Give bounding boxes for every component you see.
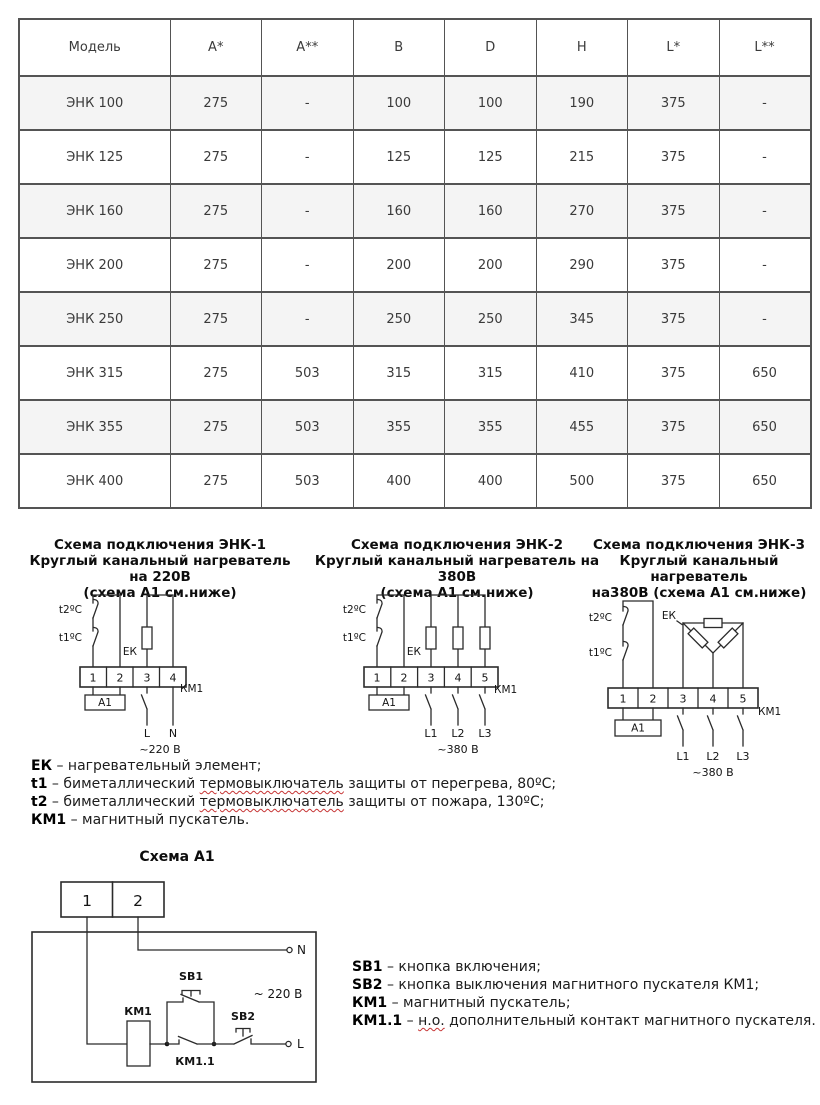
legend-key: ЕК — [31, 758, 53, 774]
phase-l1-label: L1 — [424, 727, 438, 740]
table-row — [19, 346, 811, 400]
value-cell: 160 — [445, 184, 537, 238]
heater-element — [142, 627, 152, 649]
title-line: (схема А1 см.ниже) — [83, 585, 237, 601]
phase-l2-label: L2 — [451, 727, 465, 740]
value-cell: 125 — [353, 130, 445, 184]
table-header-cell: D — [445, 19, 537, 76]
legend-line — [352, 994, 816, 1012]
value-cell: 400 — [445, 454, 537, 508]
thermal-switch-branch — [377, 595, 404, 667]
value-cell: 315 — [353, 346, 445, 400]
value-cell: - — [262, 292, 354, 346]
title-line: на380В (схема А1 см.ниже) — [591, 585, 807, 601]
schema-a1-circuit — [25, 868, 335, 1096]
ek-label: ЕК — [406, 646, 421, 658]
terminal-number: 4 — [709, 692, 717, 706]
n-label: N — [297, 943, 306, 957]
model-cell: ЭНК 100 — [19, 76, 170, 130]
table-header-row — [19, 19, 811, 76]
value-cell: 275 — [170, 454, 262, 508]
value-cell: 190 — [536, 76, 628, 130]
heater-element — [718, 628, 738, 648]
voltage-label: ~380 В — [437, 743, 479, 756]
value-cell: - — [262, 184, 354, 238]
km1-1-label: КМ1.1 — [175, 1055, 215, 1068]
km1-contacts — [426, 687, 486, 725]
terminal-number: 1 — [82, 892, 92, 910]
value-cell: - — [262, 130, 354, 184]
terminal-number: 1 — [373, 671, 381, 685]
n-terminal — [287, 947, 292, 952]
value-cell: 355 — [353, 400, 445, 454]
terminal-number: 1 — [89, 671, 97, 685]
value-cell: 275 — [170, 400, 262, 454]
value-cell: 375 — [628, 76, 720, 130]
value-cell: 375 — [628, 184, 720, 238]
t1-label: t1ºC — [58, 632, 82, 644]
km1-coil — [87, 917, 167, 1066]
legend-key: SB2 — [352, 977, 383, 993]
phase-l3-label: L3 — [736, 750, 750, 763]
model-cell: ЭНК 125 — [19, 130, 170, 184]
model-cell: ЭНК 250 — [19, 292, 170, 346]
t1-label: t1ºC — [588, 647, 612, 659]
heater-branch — [426, 595, 490, 667]
phase-l2-label: L2 — [706, 750, 720, 763]
value-cell: - — [719, 76, 811, 130]
diagram-enk3-circuit — [578, 583, 803, 783]
terminal-number: 2 — [649, 692, 657, 706]
value-cell: 375 — [628, 238, 720, 292]
value-cell: 290 — [536, 238, 628, 292]
heater-element — [688, 628, 708, 648]
heater-element — [453, 627, 463, 649]
legend-line — [352, 958, 816, 976]
sb1-label: SB1 — [179, 970, 203, 983]
value-cell: 275 — [170, 346, 262, 400]
km1-label: КМ1 — [124, 1005, 152, 1018]
legend-text: защиты от перегрева, 80ºС; — [343, 776, 557, 792]
table-header-cell: A** — [262, 19, 354, 76]
table-row — [19, 400, 811, 454]
terminal-block — [61, 882, 164, 917]
value-cell: 125 — [445, 130, 537, 184]
value-cell: 270 — [536, 184, 628, 238]
value-cell: 503 — [262, 454, 354, 508]
heater-element — [426, 627, 436, 649]
value-cell: 455 — [536, 400, 628, 454]
value-cell: 375 — [628, 400, 720, 454]
table-row — [19, 238, 811, 292]
model-cell: ЭНК 400 — [19, 454, 170, 508]
value-cell: 650 — [719, 454, 811, 508]
legend-text: – нагревательный элемент; — [52, 758, 262, 774]
thermal-switch-branch — [623, 601, 653, 688]
value-cell: 100 — [445, 76, 537, 130]
value-cell: 375 — [628, 292, 720, 346]
value-cell: 315 — [445, 346, 537, 400]
title-line: (схема А1 см.ниже) — [380, 585, 534, 601]
legend-line — [31, 757, 556, 775]
thermal-switch-branch — [93, 595, 120, 667]
terminal-number: 5 — [739, 692, 747, 706]
terminal-number: 3 — [427, 671, 435, 685]
terminal-number: 2 — [133, 892, 143, 910]
title-line: Круглый канальный нагреватель — [619, 553, 779, 585]
value-cell: 345 — [536, 292, 628, 346]
sb2-button — [214, 1029, 286, 1045]
legend-key: t2 — [31, 794, 48, 810]
value-cell: - — [719, 238, 811, 292]
value-cell: 650 — [719, 346, 811, 400]
table-header-cell: L* — [628, 19, 720, 76]
legend-line — [31, 793, 556, 811]
title-line: Схема подключения ЭНК-1 — [53, 537, 267, 553]
value-cell: - — [719, 130, 811, 184]
t2-label: t2ºC — [58, 604, 82, 616]
model-cell: ЭНК 200 — [19, 238, 170, 292]
ek-label: ЕК — [661, 610, 676, 622]
model-cell: ЭНК 315 — [19, 346, 170, 400]
km1-label: КМ1 — [494, 684, 518, 696]
heater-element — [480, 627, 490, 649]
model-cell: ЭНК 160 — [19, 184, 170, 238]
a1-label: А1 — [382, 697, 396, 709]
title-line: Круглый канальный нагреватель на 220В — [29, 553, 291, 585]
t2-label: t2ºC — [342, 604, 366, 616]
voltage-label: ~220 В — [139, 743, 181, 756]
value-cell: 160 — [353, 184, 445, 238]
value-cell: 375 — [628, 346, 720, 400]
table-row — [19, 454, 811, 508]
terminal-number: 3 — [143, 671, 151, 685]
title-line: Схема подключения ЭНК-2 — [350, 537, 564, 553]
phase-l1-label: L1 — [676, 750, 690, 763]
legend-text: – кнопка включения; — [382, 959, 541, 975]
value-cell: - — [262, 238, 354, 292]
heater-branch — [142, 595, 173, 667]
value-cell: 100 — [353, 76, 445, 130]
terminal-number: 5 — [481, 671, 489, 685]
value-cell: - — [719, 184, 811, 238]
dimensions-table — [18, 18, 812, 509]
t2-label: t2ºC — [588, 612, 612, 624]
legend-text: – кнопка выключения магнитного пускателя КМ1; — [382, 977, 760, 993]
table-row — [19, 292, 811, 346]
km1-contact — [142, 687, 174, 725]
legend-text: защиты от пожара, 130ºС; — [343, 794, 545, 810]
legend-key: SB1 — [352, 959, 383, 975]
table-row — [19, 184, 811, 238]
components-legend — [31, 757, 556, 829]
legend-text-underlined: н.о. — [418, 1013, 445, 1029]
a1-label: А1 — [98, 697, 112, 709]
heater-delta-branch — [677, 619, 743, 689]
km1-label: КМ1 — [180, 683, 204, 695]
value-cell: 650 — [719, 400, 811, 454]
table-header-cell: L** — [719, 19, 811, 76]
sb1-button — [167, 991, 214, 1045]
value-cell: 275 — [170, 130, 262, 184]
value-cell: 200 — [353, 238, 445, 292]
value-cell: 355 — [445, 400, 537, 454]
table-row — [19, 130, 811, 184]
legend-key: t1 — [31, 776, 48, 792]
schema-a1-title: Схема А1 — [139, 849, 215, 865]
value-cell: 250 — [445, 292, 537, 346]
phase-n-label: N — [168, 727, 178, 740]
table-header-cell: B — [353, 19, 445, 76]
value-cell: 215 — [536, 130, 628, 184]
a1-label: А1 — [631, 722, 645, 735]
value-cell: 275 — [170, 76, 262, 130]
voltage-label: ~ 220 В — [253, 987, 303, 1001]
terminal-block — [80, 667, 186, 687]
table-header-cell: Модель — [19, 19, 170, 76]
l-terminal — [286, 1041, 291, 1046]
phase-l-label: L — [143, 727, 151, 740]
value-cell: - — [262, 76, 354, 130]
terminal-number: 4 — [169, 671, 177, 685]
value-cell: 503 — [262, 346, 354, 400]
legend-key: КМ1 — [31, 812, 67, 828]
legend-text: – магнитный пускатель; — [387, 995, 571, 1011]
value-cell: 503 — [262, 400, 354, 454]
terminal-number: 2 — [116, 671, 124, 685]
table-row — [19, 76, 811, 130]
legend-text-underlined: термовыключатель — [199, 794, 344, 810]
legend-key: КМ1.1 — [352, 1013, 403, 1029]
km1-contacts — [678, 708, 744, 746]
km1-1-contact — [167, 1037, 214, 1045]
a1-unit-boundary — [32, 932, 316, 1082]
l-label: L — [297, 1037, 304, 1051]
value-cell: 200 — [445, 238, 537, 292]
legend-text-underlined: термовыключатель — [199, 776, 344, 792]
legend-text: дополнительный контакт магнитного пускателя. — [444, 1013, 816, 1029]
terminal-number: 2 — [400, 671, 408, 685]
table-header-cell: A* — [170, 19, 262, 76]
heater-element — [704, 619, 722, 628]
value-cell: - — [719, 292, 811, 346]
value-cell: 400 — [353, 454, 445, 508]
value-cell: 250 — [353, 292, 445, 346]
legend-line — [352, 976, 816, 994]
value-cell: 410 — [536, 346, 628, 400]
legend-line — [31, 775, 556, 793]
terminal-number: 4 — [454, 671, 462, 685]
legend-key: КМ1 — [352, 995, 388, 1011]
model-cell: ЭНК 355 — [19, 400, 170, 454]
legend-line — [31, 811, 556, 829]
legend-text: – магнитный пускатель. — [66, 812, 250, 828]
value-cell: 275 — [170, 238, 262, 292]
control-legend — [352, 958, 816, 1030]
legend-line — [352, 1012, 816, 1030]
value-cell: 500 — [536, 454, 628, 508]
diagram-enk2-circuit — [318, 587, 598, 759]
km1-label: КМ1 — [758, 706, 782, 718]
terminal-block — [608, 688, 758, 708]
diagram-enk1-circuit — [30, 587, 300, 759]
sb2-label: SB2 — [231, 1010, 255, 1023]
value-cell: 275 — [170, 292, 262, 346]
title-line: Круглый канальный нагреватель на 380В — [314, 553, 600, 585]
terminal-number: 3 — [679, 692, 687, 706]
legend-text: – биметаллический — [47, 794, 200, 810]
title-line: Схема подключения ЭНК-3 — [592, 537, 806, 553]
ek-label: ЕК — [122, 646, 137, 658]
voltage-label: ~380 В — [692, 766, 734, 779]
terminal-number: 1 — [619, 692, 627, 706]
table-header-cell: H — [536, 19, 628, 76]
legend-text: – биметаллический — [47, 776, 200, 792]
value-cell: 275 — [170, 184, 262, 238]
terminal-block — [364, 667, 498, 687]
legend-text: – — [402, 1013, 419, 1029]
n-wire — [138, 917, 292, 953]
value-cell: 375 — [628, 130, 720, 184]
phase-l3-label: L3 — [478, 727, 492, 740]
t1-label: t1ºC — [342, 632, 366, 644]
value-cell: 375 — [628, 454, 720, 508]
